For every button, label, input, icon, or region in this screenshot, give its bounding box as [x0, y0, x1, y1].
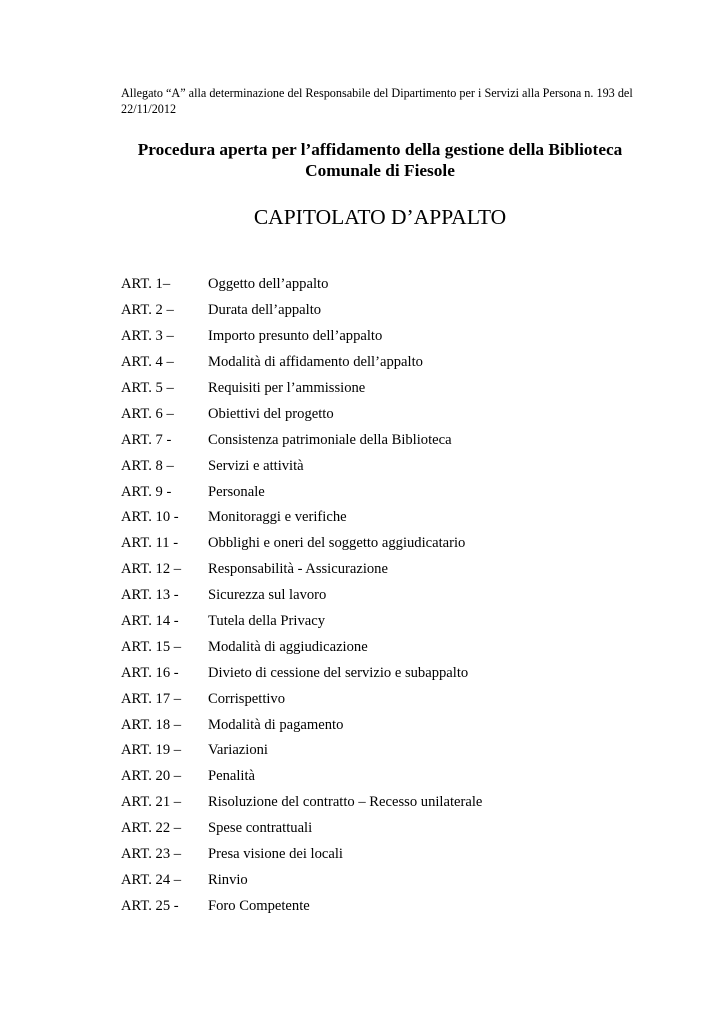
article-row — [121, 712, 641, 738]
article-number: ART. 7 - — [121, 431, 172, 448]
article-row — [121, 842, 641, 868]
attachment-note: Allegato “A” alla determinazione del Responsabile del Dipartimento per i Servizi alla Persona n. 193 del 22/11/2012 — [121, 86, 633, 116]
article-title: Durata dell’appalto — [208, 302, 322, 319]
article-number: ART. 8 – — [121, 457, 174, 474]
article-title: Rinvio — [208, 871, 248, 888]
article-title: Responsabilità - Assicurazione — [208, 561, 388, 578]
article-row — [121, 505, 641, 531]
article-title: Requisiti per l’ammissione — [208, 380, 366, 396]
article-row — [121, 376, 641, 402]
document-heading: CAPITOLATO D’APPALTO — [253, 205, 507, 229]
article-number: ART. 2 – — [121, 302, 174, 319]
article-row — [121, 453, 641, 479]
article-row — [121, 816, 641, 842]
article-number: ART. 23 – — [121, 846, 182, 863]
article-number: ART. 15 – — [121, 638, 182, 655]
article-row — [121, 660, 641, 686]
article-number: ART. 1– — [121, 276, 171, 293]
article-row — [121, 686, 641, 712]
article-number: ART. 17 – — [121, 690, 182, 707]
article-title: Presa visione dei locali — [208, 846, 343, 863]
article-row — [121, 583, 641, 609]
article-row — [121, 272, 641, 298]
article-row — [121, 531, 641, 557]
article-number: ART. 18 – — [121, 716, 182, 733]
article-row — [121, 401, 641, 427]
article-row — [121, 557, 641, 583]
article-title: Risoluzione del contratto – Recesso unilaterale — [208, 794, 483, 811]
article-number: ART. 11 - — [121, 535, 179, 552]
article-row — [121, 479, 641, 505]
article-title: Consistenza patrimoniale della Biblioteca — [208, 431, 452, 448]
article-title: Obiettivi del progetto — [208, 405, 334, 422]
article-number: ART. 3 – — [121, 328, 174, 345]
article-number: ART. 20 – — [121, 768, 182, 785]
article-title: Variazioni — [208, 742, 268, 759]
article-row — [121, 738, 641, 764]
article-number: ART. 12 – — [121, 561, 182, 578]
article-title: Modalità di aggiudicazione — [208, 638, 368, 655]
article-title: Importo presunto dell’appalto — [208, 328, 383, 345]
article-number: ART. 19 – — [121, 742, 182, 759]
article-number: ART. 13 - — [121, 587, 179, 604]
article-number: ART. 22 – — [121, 820, 182, 837]
article-row — [121, 634, 641, 660]
article-title: Sicurezza sul lavoro — [208, 587, 327, 604]
article-row — [121, 609, 641, 635]
article-title: Obblighi e oneri del soggetto aggiudicatario — [208, 535, 466, 552]
article-title: Corrispettivo — [208, 690, 286, 707]
article-number: ART. 4 – — [121, 354, 174, 371]
article-number: ART. 10 - — [121, 509, 179, 526]
article-number: ART. 9 - — [121, 483, 172, 500]
article-title: Divieto di cessione del servizio e subappalto — [208, 664, 469, 681]
procedure-title: Procedura aperta per l’affidamento della gestione della Biblioteca Comunale di Fiesole — [137, 140, 623, 180]
article-number: ART. 6 – — [121, 405, 174, 422]
article-title: Foro Competente — [208, 897, 310, 914]
article-title: Tutela della Privacy — [208, 613, 325, 630]
article-row — [121, 893, 641, 919]
article-number: ART. 5 – — [121, 380, 174, 396]
article-row — [121, 350, 641, 376]
article-row — [121, 298, 641, 324]
article-title: Monitoraggi e verifiche — [208, 509, 347, 526]
article-row — [121, 867, 641, 893]
article-title: Spese contrattuali — [208, 820, 313, 837]
articles-list — [121, 272, 641, 919]
article-title: Penalità — [208, 768, 256, 785]
article-number: ART. 24 – — [121, 871, 182, 888]
article-title: Personale — [208, 483, 265, 500]
article-number: ART. 25 - — [121, 897, 179, 914]
article-row — [121, 764, 641, 790]
article-number: ART. 14 - — [121, 613, 179, 630]
article-title: Modalità di pagamento — [208, 716, 344, 733]
article-row — [121, 427, 641, 453]
article-number: ART. 16 - — [121, 664, 179, 681]
article-title: Servizi e attività — [208, 457, 304, 474]
article-number: ART. 21 – — [121, 794, 182, 811]
article-row — [121, 324, 641, 350]
article-title: Oggetto dell’appalto — [208, 276, 329, 293]
article-row — [121, 790, 641, 816]
article-title: Modalità di affidamento dell’appalto — [208, 354, 423, 371]
